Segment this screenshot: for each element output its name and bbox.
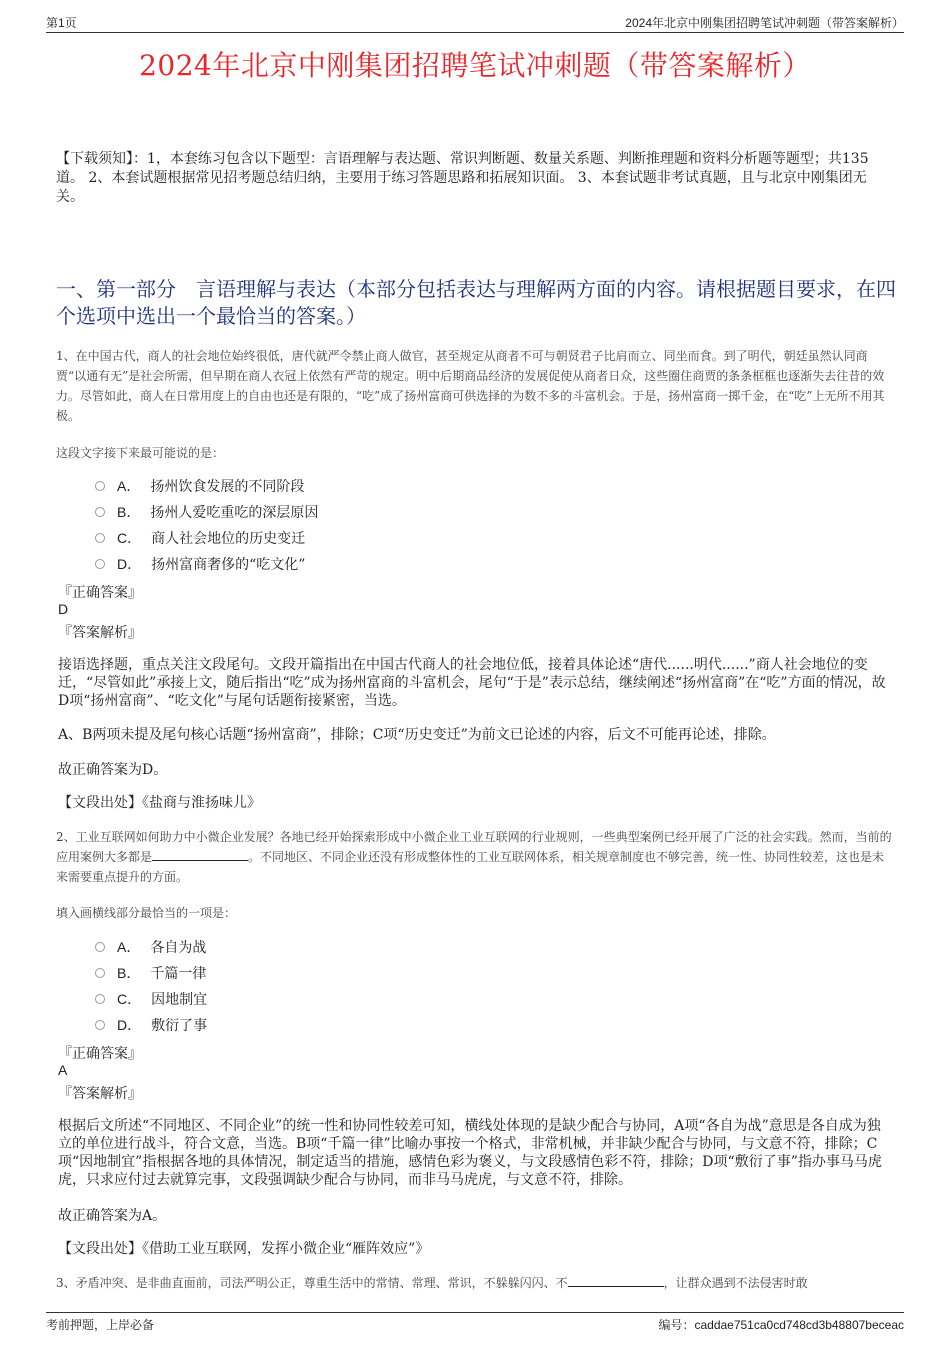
radio-icon[interactable] — [95, 507, 105, 517]
question-2-option-a[interactable]: A． 各自为战 — [95, 934, 207, 960]
question-1-options — [95, 473, 318, 577]
radio-icon[interactable] — [95, 1020, 105, 1030]
footer-slogan: 考前押题，上岸必备 — [46, 1318, 155, 1332]
question-1-answer: D — [58, 601, 69, 617]
question-1-option-b[interactable]: B． 扬州人爱吃重吃的深层原因 — [95, 499, 318, 525]
page-header — [46, 14, 904, 33]
footer-serial: 编号：caddae751ca0cd748cd3b48807beceac — [658, 1318, 904, 1332]
fill-blank — [152, 848, 248, 861]
page-number: 第1页 — [46, 16, 77, 30]
question-2-conclusion: 故正确答案为A。 — [58, 1208, 167, 1224]
question-2-option-b[interactable]: B． 千篇一律 — [95, 960, 207, 986]
section-heading: 一、第一部分 言语理解与表达（本部分包括表达与理解两方面的内容。请根据题目要求，在四个选项中选出一个最恰当的答案。） — [56, 277, 896, 328]
analysis-label: 『答案解析』 — [58, 625, 142, 641]
radio-icon[interactable] — [95, 559, 105, 569]
question-1-text: 1、在中国古代，商人的社会地位始终很低，唐代就严令禁止商人做官，甚至规定从商者不可与朝贤君子比肩而立、同坐而食。到了明代，朝廷虽然认同商贾“以通有无”是社会所需，但早期在商人衣冠上依然有严苛的规定。明中后期商品经济的发展促使从商者日众，这些圈住商贾的条条框框也逐渐失去往昔的效力。尽管如此，商人在日常用度上的自由也还是有限的，“吃”成了扬州富商可供选择的为数不多的斗富机会。于是，扬州富商一掷千金，在“吃”上无所不用其极。 — [56, 349, 885, 423]
header-doc-name: 2024年北京中刚集团招聘笔试冲刺题（带答案解析） — [625, 16, 904, 30]
question-2-source: 【文段出处】《借助工业互联网，发挥小微企业“雁阵效应”》 — [58, 1241, 430, 1257]
question-2-prompt: 填入画横线部分最恰当的一项是： — [56, 906, 237, 920]
radio-icon[interactable] — [95, 994, 105, 1004]
question-1-conclusion: 故正确答案为D。 — [58, 762, 168, 778]
radio-icon[interactable] — [95, 968, 105, 978]
question-2-analysis: 根据后文所述“不同地区、不同企业”的统一性和协同性较差可知，横线处体现的是缺少配合与协同，A项“各自为战”意思是各自成为独立的单位进行战斗，符合文意，当选。B项“千篇一律”比喻办事按一个格式，非常机械，并非缺少配合与协同，与文意不符，排除；C项“因地制宜”指根据各地的具体情况，制定适当的措施，感情色彩为褒义，与文段感情色彩不符，排除；D项“敷衍了事”指办事马马虎虎，只求应付过去就算完事，文段强调缺少配合与协同，而非马马虎虎，与文意不符，排除。 — [58, 1118, 882, 1188]
question-2-option-d[interactable]: D． 敷衍了事 — [95, 1012, 207, 1038]
radio-icon[interactable] — [95, 942, 105, 952]
question-1-source: 【文段出处】《盐商与淮扬味儿》 — [58, 795, 261, 811]
correct-answer-label: 『正确答案』 — [58, 585, 142, 601]
question-2-text: 2、工业互联网如何助力中小微企业发展？各地已经开始探索形成中小微企业工业互联网的行业规则，一些典型案例已经开展了广泛的社会实践。然而，当前的应用案例大多都是 。不同地区、不同企业还没有形成整体性的工业互联网体系，相关规章制度也不够完善，统一性、协同性较差，这也是未来需要重点提升的方面。 — [56, 830, 892, 884]
analysis-label: 『答案解析』 — [58, 1086, 142, 1102]
fill-blank — [568, 1274, 664, 1287]
question-1-analysis: 接语选择题，重点关注文段尾句。文段开篇指出在中国古代商人的社会地位低，接着具体论述“唐代......明代......”商人社会地位的变迁，“尽管如此”承接上文，随后指出“吃”成为扬州富商的斗富机会，尾句“于是”表示总结，继续阐述“扬州富商”在“吃”方面的情况，故D项“扬州富商”、“吃文化”与尾句话题衔接紧密，当选。 — [58, 657, 886, 709]
question-1-option-a[interactable]: A． 扬州饮食发展的不同阶段 — [95, 473, 318, 499]
page-footer — [46, 1312, 904, 1333]
question-1-option-d[interactable]: D． 扬州富商奢侈的“吃文化” — [95, 551, 318, 577]
radio-icon[interactable] — [95, 533, 105, 543]
question-1-option-c[interactable]: C． 商人社会地位的历史变迁 — [95, 525, 318, 551]
question-2-option-c[interactable]: C． 因地制宜 — [95, 986, 207, 1012]
question-3-text: 3、矛盾冲突、是非曲直面前，司法严明公正，尊重生活中的常情、常理、常识，不躲躲闪闪、不 ，让群众遇到不法侵害时敢 — [56, 1276, 808, 1290]
question-1-prompt: 这段文字接下来最可能说的是： — [56, 446, 225, 460]
download-notice: 【下载须知】：1，本套练习包含以下题型：言语理解与表达题、常识判断题、数量关系题、判断推理题和资料分析题等题型；共135道。 2、本套试题根据常见招考题总结归纳，主要用于练习答题思路和拓展知识面。 3、本套试题非考试真题，且与北京中刚集团无关。 — [56, 151, 869, 205]
radio-icon[interactable] — [95, 481, 105, 491]
correct-answer-label: 『正确答案』 — [58, 1046, 142, 1062]
question-2-answer: A — [58, 1062, 68, 1078]
document-title: 2024年北京中刚集团招聘笔试冲刺题（带答案解析） — [139, 49, 811, 82]
question-1-analysis-exclusion: A、B两项未提及尾句核心话题“扬州富商”，排除；C项“历史变迁”为前文已论述的内容，后文不可能再论述，排除。 — [58, 727, 776, 743]
question-2-options — [95, 934, 207, 1038]
